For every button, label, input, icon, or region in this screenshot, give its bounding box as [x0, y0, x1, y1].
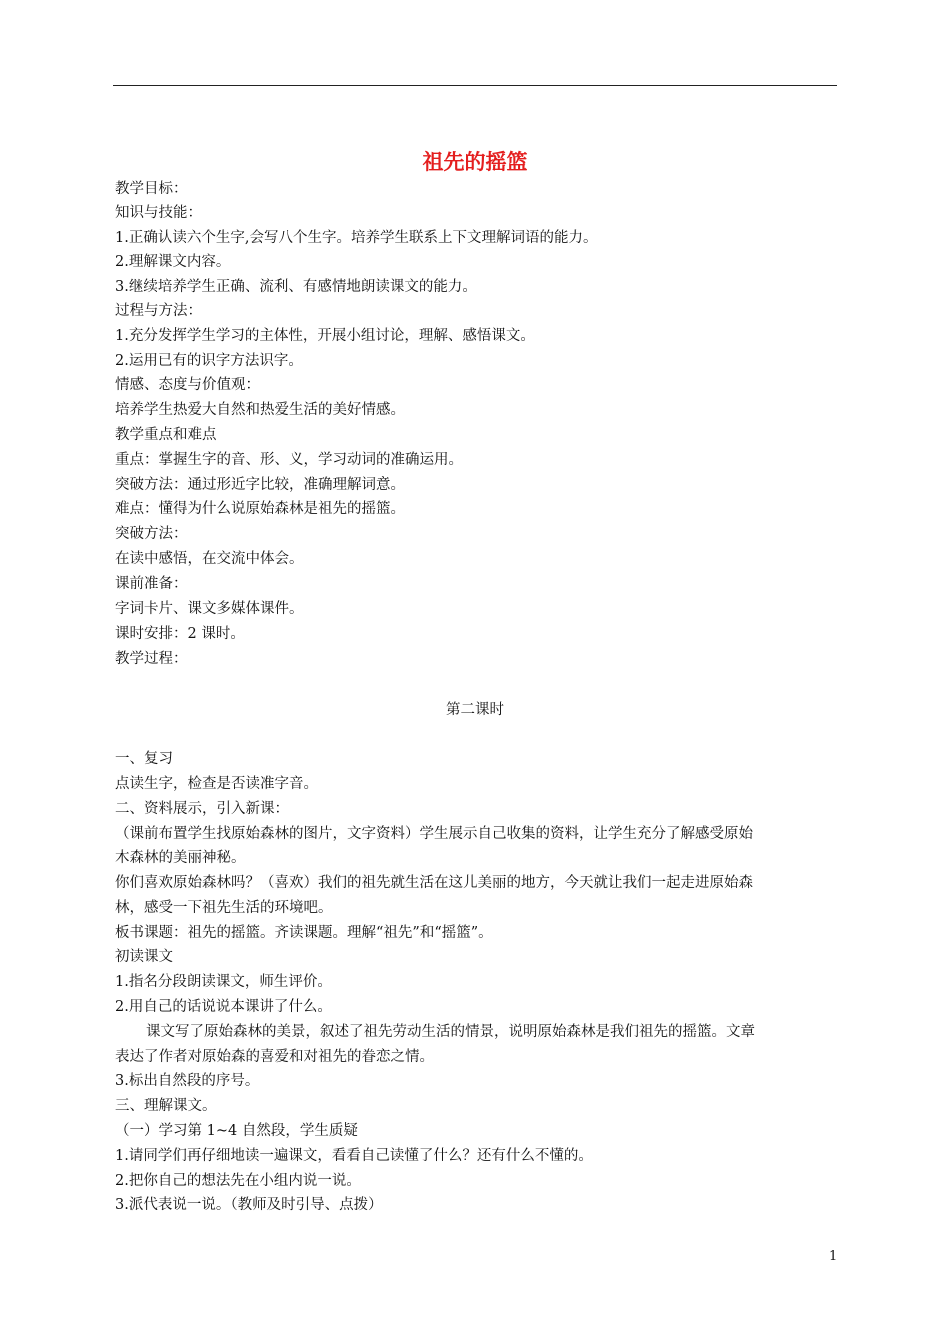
section-heading: 第二课时 [446, 702, 504, 718]
text-line: 2.理解课文内容。 [115, 254, 231, 270]
document-title: 祖先的摇篮 [422, 150, 528, 174]
text-line: 初读课文 [115, 949, 173, 965]
text-line: 2.用自己的话说说本课讲了什么。 [115, 999, 332, 1015]
text-line: 课文写了原始森林的美景，叙述了祖先劳动生活的情景，说明原始森林是我们祖先的摇篮。文章 [146, 1024, 755, 1040]
text-line: 在读中感悟，在交流中体会。 [115, 551, 304, 567]
text-line: 三、理解课文。 [115, 1098, 217, 1114]
text-line: 2.运用已有的识字方法识字。 [115, 353, 303, 369]
text-line: 突破方法： [115, 526, 188, 542]
header-rule [113, 85, 837, 86]
text-line: 字词卡片、课文多媒体课件。 [115, 601, 304, 617]
text-line: 1.充分发挥学生学习的主体性，开展小组讨论，理解、感悟课文。 [115, 328, 535, 344]
text-line: 教学过程： [115, 651, 188, 667]
text-line: 重点：掌握生字的音、形、义，学习动词的准确运用。 [115, 452, 463, 468]
text-line: 1.请同学们再仔细地读一遍课文，看看自己读懂了什么？还有什么不懂的。 [115, 1148, 593, 1164]
text-line: 木森林的美丽神秘。 [115, 850, 246, 866]
text-line: 过程与方法： [115, 303, 202, 319]
text-line: 1.正确认读六个生字,会写八个生字。培养学生联系上下文理解词语的能力。 [115, 230, 598, 246]
text-line: 教学目标： [115, 181, 188, 197]
text-line: 培养学生热爱大自然和热爱生活的美好情感。 [115, 402, 405, 418]
text-line: 教学重点和难点 [115, 427, 217, 443]
text-line: 你们喜欢原始森林吗？（喜欢）我们的祖先就生活在这儿美丽的地方，今天就让我们一起走进原始森 [115, 875, 753, 891]
text-line: 板书课题：祖先的摇篮。齐读课题。理解“祖先”和“摇篮”。 [115, 925, 493, 941]
text-line: 点读生字，检查是否读准字音。 [115, 776, 318, 792]
text-line: 一、复习 [115, 751, 173, 767]
text-line: 二、资料展示，引入新课： [115, 801, 289, 817]
text-line: （课前布置学生找原始森林的图片，文字资料）学生展示自己收集的资料，让学生充分了解感受原始 [115, 826, 753, 842]
text-line: 突破方法：通过形近字比较，准确理解词意。 [115, 477, 405, 493]
text-line: 表达了作者对原始森的喜爱和对祖先的眷恋之情。 [115, 1049, 434, 1065]
text-line: 1.指名分段朗读课文，师生评价。 [115, 974, 332, 990]
text-line: 知识与技能： [115, 205, 202, 221]
text-line: 难点：懂得为什么说原始森林是祖先的摇篮。 [115, 501, 405, 517]
text-line: 情感、态度与价值观： [115, 377, 260, 393]
text-line: 3.继续培养学生正确、流利、有感情地朗读课文的能力。 [115, 279, 477, 295]
text-line: 3.标出自然段的序号。 [115, 1073, 260, 1089]
text-line: 课前准备： [115, 576, 188, 592]
text-line: 2.把你自己的想法先在小组内说一说。 [115, 1173, 361, 1189]
text-line: 林，感受一下祖先生活的环境吧。 [115, 900, 333, 916]
text-line: （一）学习第 1~4 自然段，学生质疑 [115, 1123, 358, 1139]
text-line: 课时安排：2 课时。 [115, 626, 245, 642]
text-line: 3.派代表说一说。（教师及时引导、点拨） [115, 1197, 383, 1213]
page-number: 1 [829, 1249, 838, 1264]
